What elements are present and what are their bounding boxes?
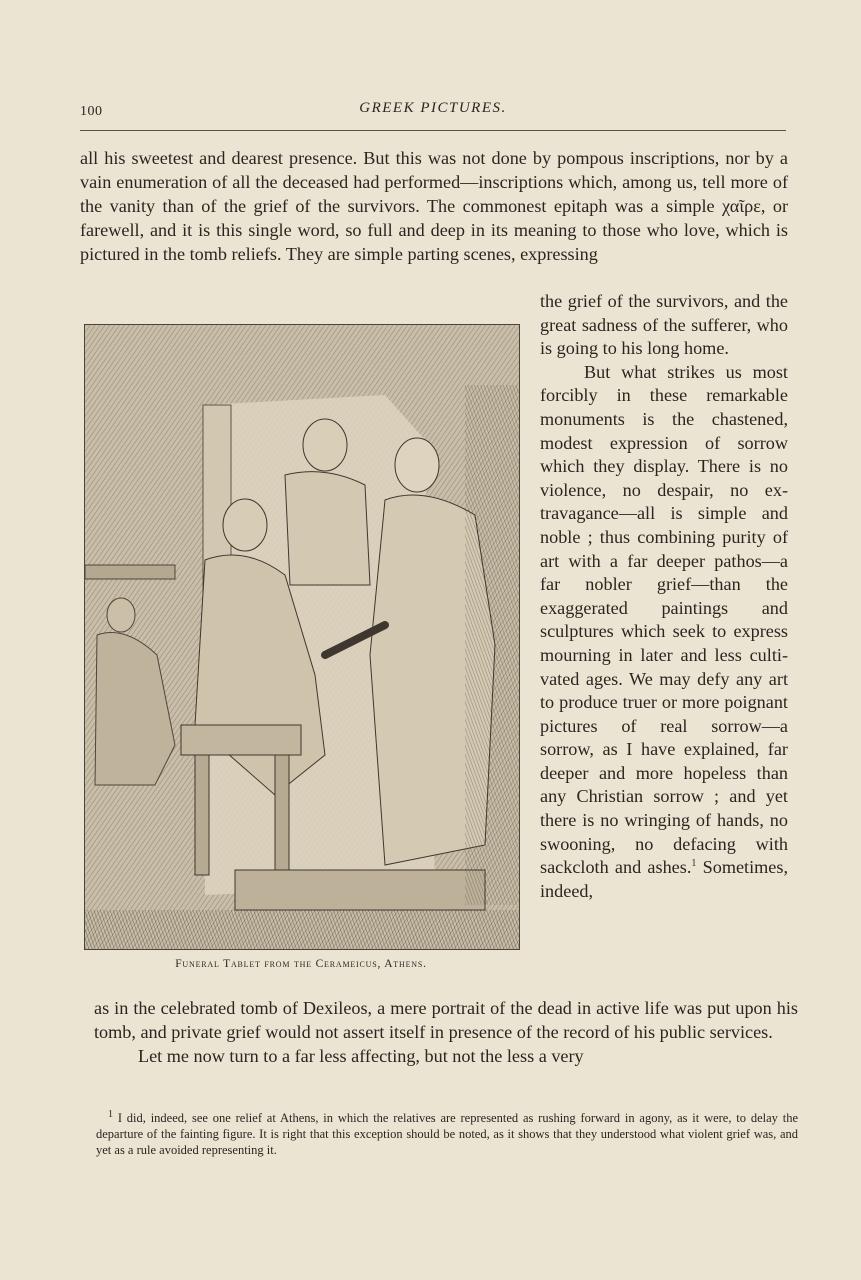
bottom-text-block (94, 996, 798, 1068)
side-paragraph-tail: Sometimes, indeed, (540, 857, 788, 901)
funeral-tablet-engraving (84, 324, 520, 950)
side-paragraph (540, 361, 788, 904)
side-continuation: the grief of the survivors, and the great sadness of the sufferer, who is going to his long home. (540, 291, 788, 359)
top-paragraph: all his sweetest and dearest presence. But this was not done by pompous inscriptions, nor by a vain enumeration of all the deceased had performed—inscriptions which, among us, tell more of the vanity than of the grief of the survivors. The commonest epitaph was a simple χαῖρε, or farewell, and it is this single word, so full and deep in its meaning to those who love, which is pictured in the tomb reliefs. They are simple parting scenes, expressing (80, 148, 788, 264)
footnote (96, 1110, 798, 1158)
side-paragraph-text: But what strikes us most forcibly in these remarkable monuments is the chastened, modest expression of sorrow which they display. There is no violence, no despair, no extravagance—all is simple and noble ; thus combining purity of art with a far deeper pathos—a far nobler grief—than the exaggerated paintings and sculptures which seek to express mourning in later and less cultivated ages. We may defy any art to produce truer or more poignant pictures of real sorrow—a sorrow, as I have explained, far deeper and more hopeless than any Christian sorrow ; and yet there is no wringing of hands, no swooning, no defacing with sackcloth and ashes. (540, 361, 788, 878)
page-number: 100 (80, 104, 103, 119)
last-paragraph: Let me now turn to a far less affecting, but not the less a very (138, 1046, 584, 1066)
running-title: GREEK PICTURES. (359, 100, 507, 116)
footnote-reference[interactable]: 1 (691, 858, 697, 870)
bottom-continuation: as in the celebrated tomb of Dexileos, a mere portrait of the dead in active life was put upon his tomb, and private grief would not assert itself in presence of the record of his public services. (94, 998, 798, 1042)
header-rule (80, 130, 786, 131)
top-text-block (80, 146, 788, 266)
side-column (540, 290, 788, 903)
footnote-text: I did, indeed, see one relief at Athens, in which the relatives are represented as rushing forward in agony, as it were, to delay the departure of the fainting figure. It is right that this exception should be noted, as it shows that they understood what violent grief was, and yet as a rule avoided representing it. (96, 1111, 798, 1157)
running-head (80, 100, 786, 124)
figure-caption: Funeral Tablet from the Cerameicus, Athens. (175, 958, 427, 970)
footnote-marker: 1 (108, 1108, 113, 1120)
engraving-image (85, 325, 519, 949)
